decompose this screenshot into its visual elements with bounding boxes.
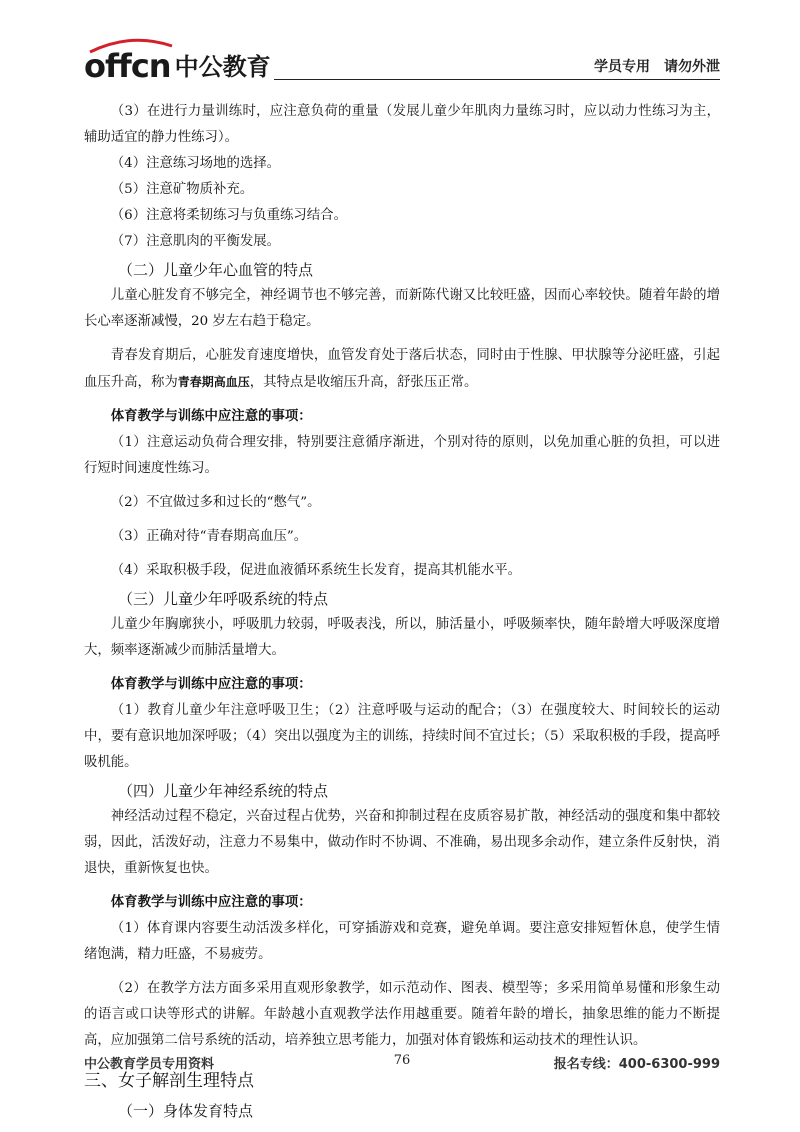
header-rule [274,79,720,80]
list-item: （1）体育课内容要生动活泼多样化，可穿插游戏和竞赛，避免单调。要注意安排短暂休息，使学生情绪饱满，精力旺盛，不易疲劳。 [84,921,720,962]
footer-hotline: 报名专线：400-6300-999 [553,1057,720,1072]
section-heading: （三）儿童少年呼吸系统的特点 [118,590,329,608]
paragraph: （7）注意肌肉的平衡发展。 [110,234,281,249]
paragraph [84,343,720,396]
page-content [84,99,720,1124]
footer-label: 中公教育学员专用资料 [84,1057,215,1072]
list-item: （4）采取积极手段，促进血液循环系统生长发育，提高其机能水平。 [110,563,522,578]
offcn-logo [84,46,271,85]
text-span: ，其特点是收缩压升高，舒张压正常。 [249,375,478,390]
paragraph: 儿童心脏发育不够完全，神经调节也不够完善，而新陈代谢又比较旺盛，因而心率较快。随着年龄的增长心率逐渐减慢，20 岁左右趋于稳定。 [84,288,720,329]
logo-mark-text: offcn [84,47,171,85]
text-span: 青春发育期后，心脏发育速度增快，血管发育处于落后状态，同时由于性腺、甲状腺等分泌旺盛，引起血压升高，称为 [84,348,720,390]
list-item: （2）不宜做过多和过长的“憋气”。 [110,495,321,510]
section-heading: （一）身体发育特点 [118,1102,254,1120]
paragraph: （4）注意练习场地的选择。 [110,156,281,171]
bold-term: 青春期高血压 [177,375,250,389]
paragraph: 儿童少年胸廓狭小，呼吸肌力较弱，呼吸表浅，所以，肺活量小，呼吸频率快，随年龄增大呼吸深度增大，频率逐渐减少而肺活量增大。 [84,617,720,658]
page-number: 76 [393,1053,411,1068]
notes-heading: 体育教学与训练中应注意的事项： [110,677,312,692]
chapter-heading: 三、女子解剖生理特点 [84,1071,254,1091]
list-item: （2）在教学方法方面多采用直观形象教学，如示范动作、图表、模型等；多采用简单易懂和形象生动的语言或口诀等形式的讲解。年龄越小直观教学法作用越重要。随着年龄的增长，抽象思维的能力不断提高，应加强第二信号系统的活动，培养独立思考能力，加强对体育锻炼和运动技术的理性认识。 [84,981,720,1048]
paragraph: 神经活动过程不稳定，兴奋过程占优势，兴奋和抑制过程在皮质容易扩散，神经活动的强度和集中都较弱，因此，活泼好动，注意力不易集中，做动作时不协调、不准确，易出现多余动作，建立条件反射快，消退快，重新恢复也快。 [84,809,720,876]
section-heading: （二）儿童少年心血管的特点 [118,261,314,279]
list-item: （1）注意运动负荷合理安排，特别要注意循序渐进，个别对待的原则，以免加重心脏的负担，可以进行短时间速度性练习。 [84,435,720,476]
list-item: （3）正确对待“青春期高血压”。 [110,529,308,544]
paragraph: （5）注意矿物质补充。 [110,182,254,197]
section-heading: （四）儿童少年神经系统的特点 [118,782,329,800]
paragraph: （3）在进行力量训练时，应注意负荷的重量（发展儿童少年肌肉力量练习时，应以动力性练习为主，辅助适宜的静力性练习）。 [84,104,720,145]
page-header [84,46,720,85]
page-footer [84,1053,720,1073]
header-notice: 学员专用 请勿外泄 [594,59,720,75]
notes-heading: 体育教学与训练中应注意的事项： [110,895,312,910]
notes-heading: 体育教学与训练中应注意的事项： [110,409,312,424]
paragraph: （6）注意将柔韧练习与负重练习结合。 [110,208,347,223]
list-item: （1）教育儿童少年注意呼吸卫生；（2）注意呼吸与运动的配合；（3）在强度较大、时间较长的运动中，要有意识地加深呼吸；（4）突出以强度为主的训练，持续时间不宜过长；（5）采取积极的手段，提高呼吸机能。 [84,703,720,770]
logo-arc-icon [86,38,176,54]
logo-cn-text: 中公教育 [174,53,271,81]
logo-mark [84,47,171,85]
